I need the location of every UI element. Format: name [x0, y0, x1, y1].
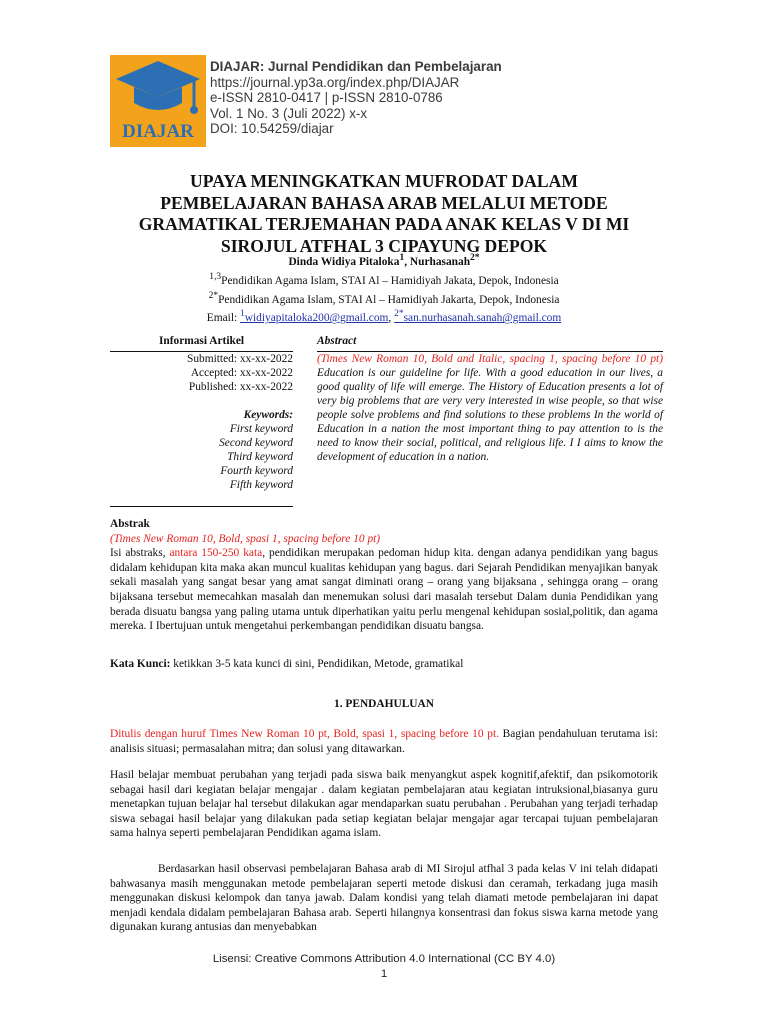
email-label: Email:	[206, 312, 240, 325]
paragraph: Hasil belajar membuat perubahan yang terjadi pada siswa baik menyangkut aspek kognitif,afektif, dan psikomotorik sebagai hasil dari kegiatan belajar mengajar . dalam kegiatan pembelajaran atau kegiatan intruksional,biasanya guru menetapkan tujuan belajar hal tersebut dilakukan agar mendaparkan suatu perubahan . Perubahan yang terjadi terhadap siswa sebagai hasil belajar yang dilakukan pada setiap kegiatan belajar mengajar agar tercapai tujuan pembelajaran sama halnya seperti pembelajaran Pendidikan agama islam.	[110, 769, 658, 840]
divider	[110, 492, 293, 507]
email-text: san.nurhasanah.sanah@gmail.com	[403, 312, 562, 325]
section-intro-text: Bagian pendahuluan terutama isi: analisis situasi; permasalahan mitra; dan solusi yang ditawarkan.	[110, 728, 658, 755]
accepted-date: Accepted: xx-xx-2022	[190, 367, 293, 379]
email-link[interactable]	[240, 309, 389, 325]
author-separator: ,	[404, 255, 410, 268]
keyword: Second keyword	[219, 437, 293, 449]
keyword: Fourth keyword	[220, 465, 293, 477]
keyword: Fifth keyword	[229, 479, 293, 491]
affiliation-text: Pendidikan Agama Islam, STAI Al – Hamidiyah Jakata, Depok, Indonesia	[221, 274, 559, 287]
paragraph: Berdasarkan hasil observasi pembelajaran Bahasa arab di MI Sirojul atfhal 3 pada kelas V ini telah didapati bahwasanya masih menggunakan metode pembelajaran seperti metode diskusi dan ceramah, terkadang juga masih menggunakan diskusi kelompok dan tanya jawab. Dalam kondisi yang telah diamati metode pembelajaran ini dapat menjadi kendala didalam pembelajaran Bahasa arab. Seperti hilangnya konsentrasi dan fokus siswa karna metode yang digunakan kurang antusias dan menyebabkan	[110, 863, 658, 934]
affiliation	[110, 270, 658, 289]
author-block	[110, 251, 658, 326]
journal-title: DIAJAR: Jurnal Pendidikan dan Pembelajaran	[210, 59, 502, 74]
kata-kunci-text: ketikkan 3-5 kata kunci di sini, Pendidikan, Metode, gramatikal	[170, 658, 464, 670]
title-line: UPAYA MENINGKATKAN MUFRODAT DALAM	[190, 171, 578, 191]
journal-info	[210, 59, 502, 137]
abstrak-section	[110, 517, 658, 634]
license-text: Lisensi: Creative Commons Attribution 4.0 International (CC BY 4.0)	[212, 953, 556, 965]
email-link[interactable]	[394, 309, 562, 325]
abstrak-text-part: Isi abstraks,	[110, 547, 170, 560]
email-text: widiyapitaloka200@gmail.com	[244, 312, 389, 325]
section-intro	[110, 727, 658, 756]
submitted-date: Submitted: xx-xx-2022	[187, 353, 293, 365]
article-info	[110, 334, 293, 507]
author-name: Nurhasanah	[409, 255, 471, 268]
keyword: Third keyword	[227, 451, 293, 463]
page-number: 1	[380, 967, 388, 980]
affiliation-sup: 2*	[208, 290, 219, 301]
title-line: SIROJUL ATFHAL 3 CIPAYUNG DEPOK	[220, 235, 548, 256]
abstract-en	[317, 334, 663, 464]
keyword: First keyword	[229, 423, 293, 435]
journal-logo	[110, 55, 206, 147]
title-line: PEMBELAJARAN BAHASA ARAB MELALUI METODE	[160, 192, 608, 213]
page-footer	[110, 952, 658, 981]
article-info-heading: Informasi Artikel	[110, 334, 293, 352]
abstract-instruction: (Times New Roman 10, Bold and Italic, spacing 1, spacing before 10 pt)	[317, 353, 663, 365]
abstrak-instruction: (Times New Roman 10, Bold, spasi 1, spacing before 10 pt)	[110, 532, 381, 545]
abstract-text: Education is our guideline for life. With a good education in our lives, a good quality of life will emerge. The History of Education presents a lot of very big problems that are very very interested in wise people, so that wise people solve problems and find solutions to these problems In the world of Education in a nation the most important thing to pay attention to is the need to know their social, political, and religious life. I I aims to know the development of education in a nation.	[317, 367, 663, 463]
journal-issn: e-ISSN 2810-0417 | p-ISSN 2810-0786	[210, 90, 443, 105]
author-sup: 2*	[470, 253, 480, 263]
email-separator: ,	[388, 312, 395, 325]
abstrak-word-range: antara 150-250 kata	[169, 547, 263, 560]
affiliation-text: Pendidikan Agama Islam, STAI Al – Hamidiyah Jakarta, Depok, Indonesia	[218, 293, 560, 306]
author-sup: 1	[399, 253, 405, 263]
journal-doi[interactable]: DOI: 10.54259/diajar	[210, 121, 334, 136]
abstrak-heading: Abstrak	[110, 518, 150, 530]
email-sup: 2*	[394, 309, 404, 320]
affiliation	[110, 289, 658, 308]
section-instruction: Ditulis dengan huruf Times New Roman 10 pt, Bold, spasi 1, spacing before 10 pt.	[110, 728, 499, 740]
graduation-cap-icon	[110, 55, 206, 147]
kata-kunci	[110, 657, 658, 672]
title-line: GRAMATIKAL TERJEMAHAN PADA ANAK KELAS V DI MI	[138, 214, 630, 234]
published-date: Published: xx-xx-2022	[188, 381, 293, 393]
paper-title	[110, 171, 658, 257]
affiliation-sup: 1,3	[209, 271, 222, 282]
email-line	[110, 307, 658, 326]
journal-volume: Vol. 1 No. 3 (Juli 2022) x-x	[210, 105, 368, 121]
author-name: Dinda Widiya Pitaloka	[288, 255, 400, 268]
author-names	[110, 251, 658, 270]
abstrak-text-part: , pendidikan merupakan pedoman hidup kita. dengan adanya pendidikan yang bagus didalam kehidupan kita maka akan muncul kualitas kehidupan yang bagus. dari Sejarah Pendidikan menyajikan banyak sekali masalah yang sangat besar yang amat sangat diminati orang – orang yang bijaksana , sehingga orang – orang bijaksana tersebut memecahkan masalah dan menemukan solusi dari masalah tersebut Dalam dunia Pendidikan yang berada disuatu bangsa yang paling utama untuk diperhatikan yaitu perlu mengenal kehidupan sosial,politik, dan agama mereka. I Ibertujuan untuk mengetahui perkembangan pendidikan disuatu bangsa.	[110, 547, 658, 633]
kata-kunci-label: Kata Kunci:	[110, 658, 171, 670]
section-heading: 1. PENDAHULUAN	[334, 698, 434, 710]
keywords-heading: Keywords:	[243, 409, 293, 421]
email-sup: 1	[240, 309, 245, 320]
abstract-body	[317, 352, 663, 464]
journal-url[interactable]: https://journal.yp3a.org/index.php/DIAJAR	[210, 74, 460, 90]
abstrak-text	[110, 546, 658, 634]
logo-text: DIAJAR	[122, 121, 194, 142]
abstract-heading: Abstract	[317, 334, 663, 352]
